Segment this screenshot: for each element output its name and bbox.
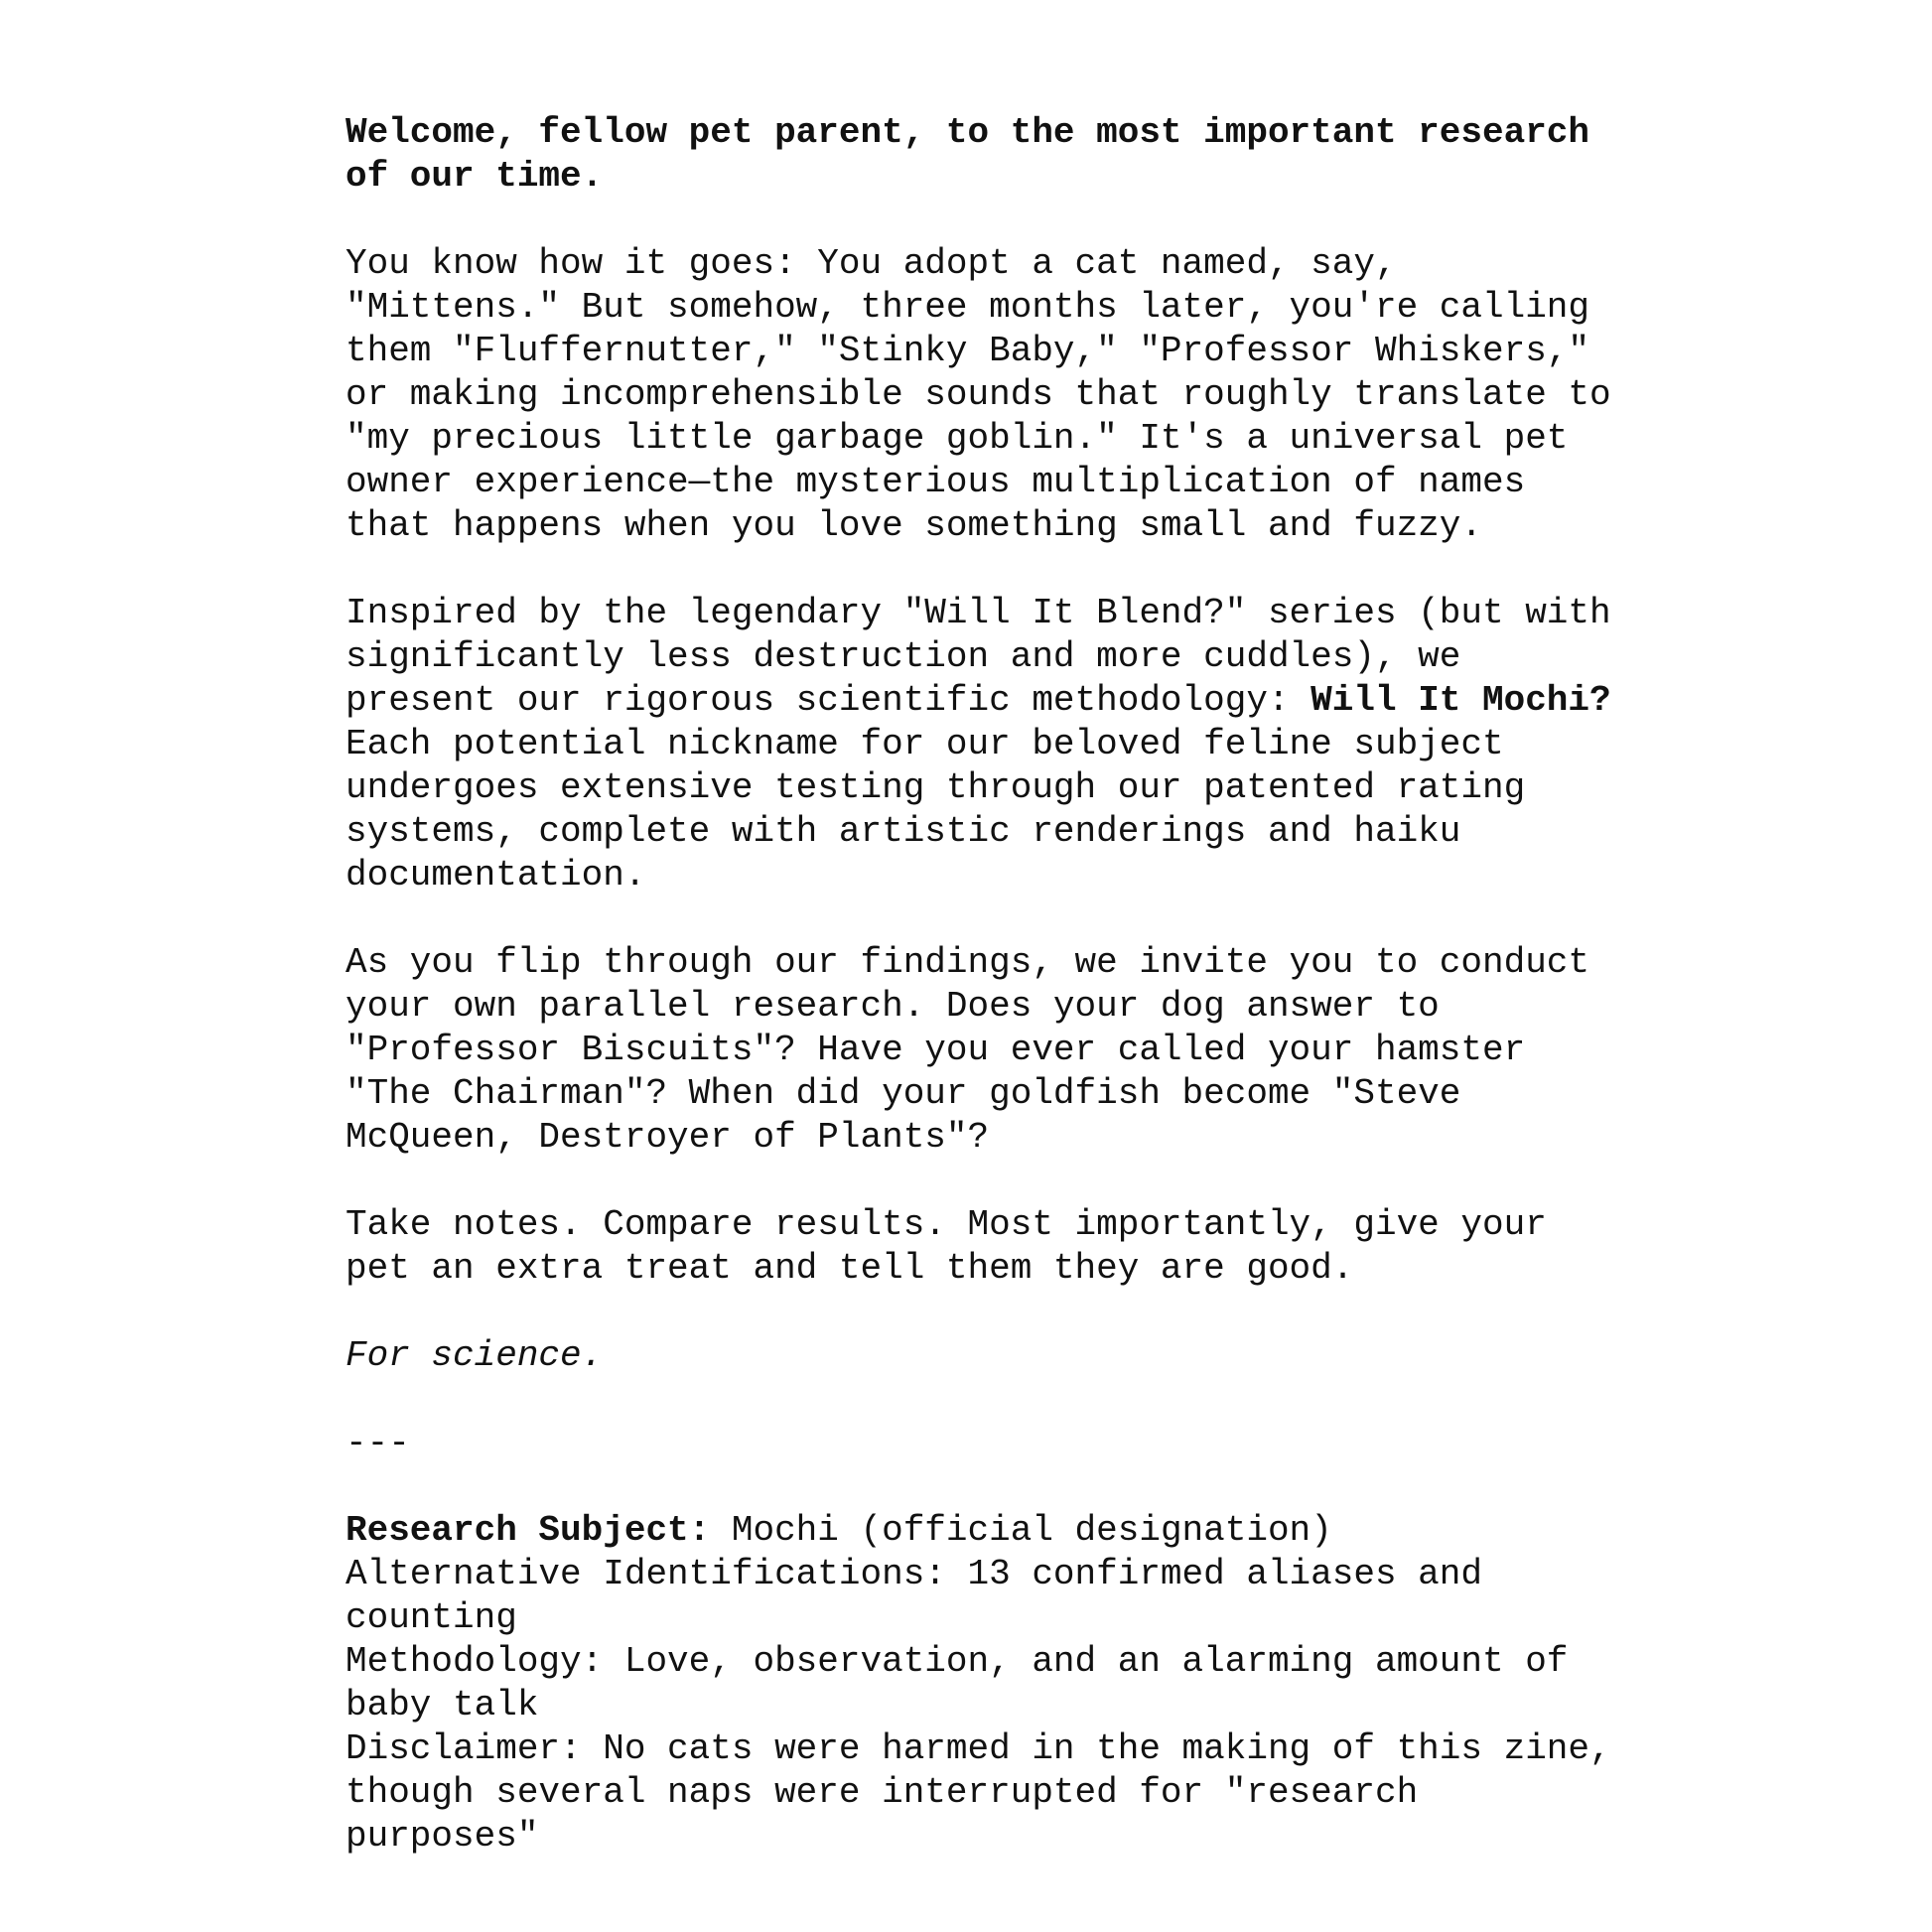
divider: --- (345, 1423, 410, 1463)
paragraph-take-notes: Take notes. Compare results. Most importantly, give your pet an extra treat and tell them they are good. (345, 1204, 1547, 1289)
research-subject-value: Mochi (official designation) (710, 1510, 1332, 1551)
will-it-mochi-title: Will It Mochi? (1311, 680, 1611, 721)
research-subject-label: Research Subject: (345, 1510, 711, 1551)
alternative-identifications: Alternative Identifications: 13 confirmed aliases and counting (345, 1554, 1482, 1638)
research-subject-line (345, 1509, 1666, 1553)
methodology-text-after: Each potential nickname for our beloved feline subject undergoes extensive testing through our patented rating systems, complete with artistic renderings and haiku documentation. (345, 724, 1526, 896)
paragraph-invitation: As you flip through our findings, we invite you to conduct your own parallel research. Does your dog answer to "Professor Biscuits"? Have you ever called your hamster "The Chairman"? When did your goldfish become "Steve McQueen, Destroyer of Plants"? (345, 942, 1590, 1158)
paragraph-nicknames: You know how it goes: You adopt a cat named, say, "Mittens." But somehow, three months later, you're calling them "Fluffernutter," "Stinky Baby," "Professor Whiskers," or making incomprehensible sounds that roughly translate to "my precious little garbage goblin." It's a universal pet owner experience—the mysterious multiplication of names that happens when you love something small and fuzzy. (345, 243, 1611, 546)
methodology-text-before: Inspired by the legendary "Will It Blend?" series (but with significantly less destruction and more cuddles), we present our rigorous scientific methodology: (345, 593, 1611, 721)
research-metadata (345, 1509, 1666, 1859)
paragraph-methodology (345, 592, 1666, 897)
signoff: For science. (345, 1335, 604, 1376)
zine-page (345, 111, 1666, 1859)
intro-heading: Welcome, fellow pet parent, to the most important research of our time. (345, 112, 1590, 197)
methodology-line: Methodology: Love, observation, and an alarming amount of baby talk (345, 1641, 1569, 1725)
disclaimer-line: Disclaimer: No cats were harmed in the making of this zine, though several naps were interrupted for "research purposes" (345, 1728, 1611, 1857)
